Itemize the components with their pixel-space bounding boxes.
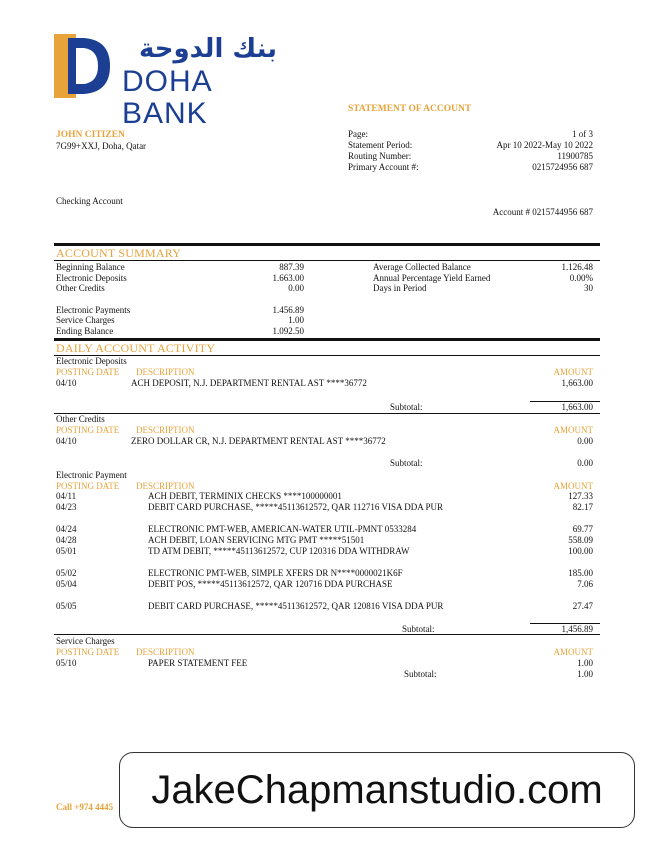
- txn-date: 04/11: [56, 491, 77, 501]
- summary-value: 1.456.89: [272, 304, 304, 315]
- activity-title: DAILY ACCOUNT ACTIVITY: [56, 341, 216, 355]
- meta-primary-account-label: Primary Account #:: [348, 162, 419, 172]
- subtotal-label: Subtotal:: [404, 669, 437, 679]
- subtotal-value: 0.00: [577, 458, 593, 468]
- summary-value: 1.126.48: [561, 262, 593, 272]
- txn-amount: 127.33: [568, 491, 593, 501]
- txn-amount: 1.00: [577, 658, 593, 668]
- footer-call: Call +974 4445: [56, 802, 114, 812]
- txn-desc: ACH DEBIT, LOAN SERVICING MTG PMT *****51501: [148, 535, 365, 545]
- col-posting-date: POSTING DATE: [56, 481, 120, 491]
- subtotal-rule: [530, 623, 600, 624]
- txn-date: 04/24: [56, 524, 77, 534]
- txn-desc: ELECTRONIC PMT-WEB, AMERICAN-WATER UTIL-PMNT 0533284: [148, 524, 417, 534]
- summary-title-rule: [54, 260, 600, 261]
- summary-label: Ending Balance: [56, 325, 114, 336]
- txn-date: 04/23: [56, 502, 77, 512]
- summary-value: 1.00: [288, 315, 304, 325]
- statement-title: STATEMENT OF ACCOUNT: [348, 104, 472, 114]
- section-name: Service Charges: [56, 636, 115, 646]
- txn-amount: 1,663.00: [561, 378, 593, 388]
- summary-value: 0.00%: [569, 272, 593, 283]
- txn-amount: 27.47: [572, 601, 593, 611]
- meta-routing-value: 11900785: [557, 151, 593, 161]
- bank-name-arabic: بنك الدوحة: [139, 34, 277, 64]
- txn-desc: DEBIT POS, *****45113612572, QAR 120716 DDA PURCHASE: [148, 579, 393, 589]
- meta-period-label: Statement Period:: [348, 140, 413, 150]
- subtotal-label: Subtotal:: [390, 402, 423, 412]
- txn-date: 05/02: [56, 568, 77, 578]
- txn-desc: ELECTRONIC PMT-WEB, SIMPLE XFERS DR N****0000021K6F: [148, 568, 403, 578]
- account-type: Checking Account: [56, 196, 123, 206]
- col-posting-date: POSTING DATE: [56, 367, 120, 377]
- txn-date: 04/10: [56, 378, 77, 388]
- txn-desc: PAPER STATEMENT FEE: [148, 658, 248, 668]
- txn-date: 05/10: [56, 658, 77, 668]
- meta-page-label: Page:: [348, 129, 368, 139]
- summary-value: 887.39: [279, 262, 304, 272]
- bank-name-english: DOHA BANK: [122, 65, 212, 130]
- section-name: Other Credits: [56, 414, 105, 424]
- summary-label: Electronic Deposits: [56, 272, 127, 283]
- summary-label: Other Credits: [56, 283, 105, 293]
- txn-amount: 100.00: [568, 546, 593, 556]
- txn-amount: 185.00: [568, 568, 593, 578]
- col-description: DESCRIPTION: [136, 481, 195, 491]
- subtotal-rule: [530, 401, 600, 402]
- summary-label: Service Charges: [56, 315, 115, 325]
- bank-logo: [54, 34, 299, 130]
- section-name: Electronic Payment: [56, 470, 127, 480]
- col-amount: AMOUNT: [553, 367, 593, 377]
- col-description: DESCRIPTION: [136, 425, 195, 435]
- subtotal-value: 1.00: [577, 669, 593, 679]
- txn-desc: ACH DEPOSIT, N.J. DEPARTMENT RENTAL AST ****36772: [131, 378, 367, 388]
- statement-meta: [348, 129, 593, 173]
- col-amount: AMOUNT: [553, 481, 593, 491]
- txn-amount: 69.77: [572, 524, 593, 534]
- txn-date: 05/05: [56, 601, 77, 611]
- txn-amount: 82.17: [572, 502, 593, 512]
- col-amount: AMOUNT: [553, 647, 593, 657]
- summary-label: Days in Period: [373, 283, 427, 293]
- meta-page-value: 1 of 3: [572, 129, 593, 139]
- txn-date: 04/28: [56, 535, 77, 545]
- txn-date: 04/10: [56, 436, 77, 446]
- summary-value: 1.092.50: [272, 325, 304, 336]
- col-description: DESCRIPTION: [136, 367, 195, 377]
- txn-amount: 7.06: [577, 579, 593, 589]
- subtotal-label: Subtotal:: [390, 458, 423, 468]
- summary-label: Average Collected Balance: [373, 262, 471, 272]
- col-description: DESCRIPTION: [136, 647, 195, 657]
- summary-label: Beginning Balance: [56, 262, 125, 272]
- txn-date: 05/04: [56, 579, 77, 589]
- txn-desc: DEBIT CARD PURCHASE, *****45113612572, QAR 120816 VISA DDA PUR: [148, 601, 444, 611]
- meta-routing-label: Routing Number:: [348, 151, 412, 161]
- meta-period-value: Apr 10 2022-May 10 2022: [496, 140, 593, 150]
- summary-label: Electronic Payments: [56, 304, 131, 315]
- doha-bank-emblem-icon: [54, 34, 112, 98]
- section-name: Electronic Deposits: [56, 356, 127, 366]
- txn-date: 05/01: [56, 546, 77, 556]
- summary-label: Annual Percentage Yield Earned: [373, 272, 491, 283]
- activity-title-rule: [54, 355, 600, 356]
- subtotal-label: Subtotal:: [402, 624, 435, 634]
- col-amount: AMOUNT: [553, 425, 593, 435]
- customer-address: 7G99+XXJ, Doha, Qatar: [56, 141, 147, 151]
- summary-title: ACCOUNT SUMMARY: [56, 246, 182, 260]
- summary-value: 1.663.00: [272, 272, 304, 283]
- txn-amount: 0.00: [577, 436, 593, 446]
- summary-value: 0.00: [288, 283, 304, 293]
- txn-desc: ZERO DOLLAR CR, N.J. DEPARTMENT RENTAL AST ****36772: [131, 436, 386, 446]
- summary-left: [56, 262, 304, 336]
- watermark-banner: JakeChapmanstudio.com: [119, 752, 635, 828]
- customer-name: JOHN CITIZEN: [56, 130, 125, 140]
- subtotal-value: 1,456.89: [561, 624, 593, 634]
- summary-value: 30: [584, 283, 593, 293]
- subtotal-value: 1,663.00: [561, 402, 593, 412]
- txn-desc: TD ATM DEBIT, *****45113612572, CUP 120316 DDA WITHDRAW: [148, 546, 410, 556]
- summary-right: [373, 262, 593, 294]
- txn-amount: 558.09: [568, 535, 593, 545]
- txn-desc: ACH DEBIT, TERMINIX CHECKS ****100000001: [148, 491, 342, 501]
- col-posting-date: POSTING DATE: [56, 647, 120, 657]
- txn-desc: DEBIT CARD PURCHASE, *****45113612572, QAR 112716 VISA DDA PUR: [148, 502, 444, 512]
- account-number-line: Account # 0215744956 687: [492, 207, 593, 217]
- col-posting-date: POSTING DATE: [56, 425, 120, 435]
- meta-primary-account-value: 0215724956 687: [532, 162, 593, 172]
- section-rule: [54, 634, 600, 635]
- section-rule: [54, 413, 600, 414]
